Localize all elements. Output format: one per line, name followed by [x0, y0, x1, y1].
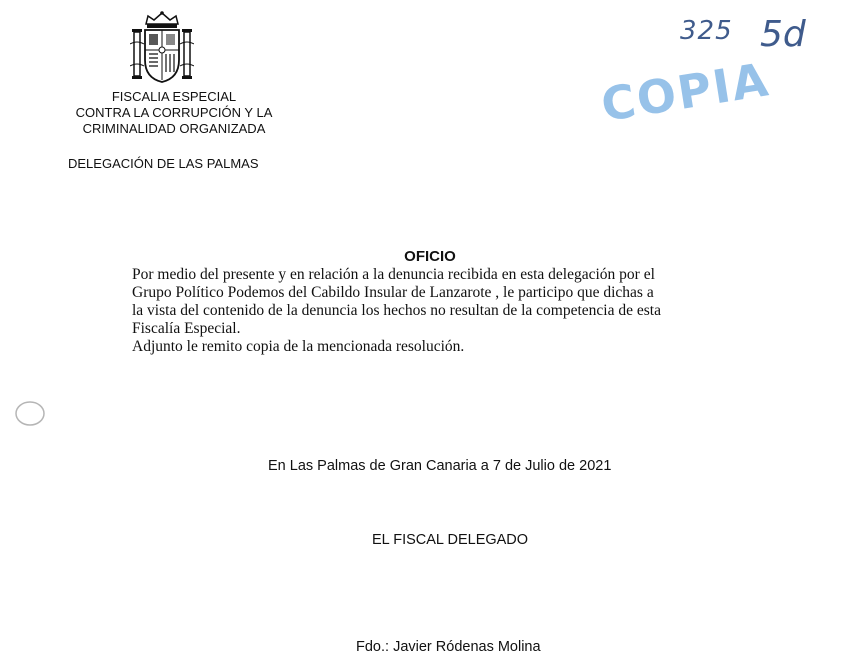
body-line: Fiscalía Especial. — [132, 320, 241, 337]
body-line: Adjunto le remito copia de la mencionada resolución. — [132, 338, 465, 355]
body-line: Grupo Político Podemos del Cabildo Insular de Lanzarote , le participo que dichas a — [132, 284, 654, 301]
body-line: la vista del contenido de la denuncia los hechos no resultan de la competencia de esta — [132, 302, 661, 319]
delegation-name: DELEGACIÓN DE LAS PALMAS — [68, 156, 259, 171]
document-title: OFICIO — [404, 248, 456, 265]
document-body — [132, 266, 772, 356]
signer-title: EL FISCAL DELEGADO — [372, 532, 529, 548]
punch-hole-mark — [14, 400, 46, 427]
handwritten-note: 5d — [760, 14, 806, 55]
handwritten-reference-number: 325 — [680, 16, 733, 46]
org-line: FISCALIA ESPECIAL — [111, 89, 237, 104]
signature-line: Fdo.: Javier Ródenas Molina — [356, 639, 541, 655]
org-line: CRIMINALIDAD ORGANIZADA — [82, 121, 266, 136]
issuing-organization — [54, 89, 294, 137]
coat-of-arms-icon — [130, 10, 194, 90]
date-line: En Las Palmas de Gran Canaria a 7 de Julio de 2021 — [268, 458, 612, 474]
org-line: CONTRA LA CORRUPCIÓN Y LA — [75, 105, 273, 120]
body-line: Por medio del presente y en relación a la denuncia recibida en esta delegación por el — [132, 266, 655, 283]
copy-stamp: COPIA — [597, 52, 774, 132]
